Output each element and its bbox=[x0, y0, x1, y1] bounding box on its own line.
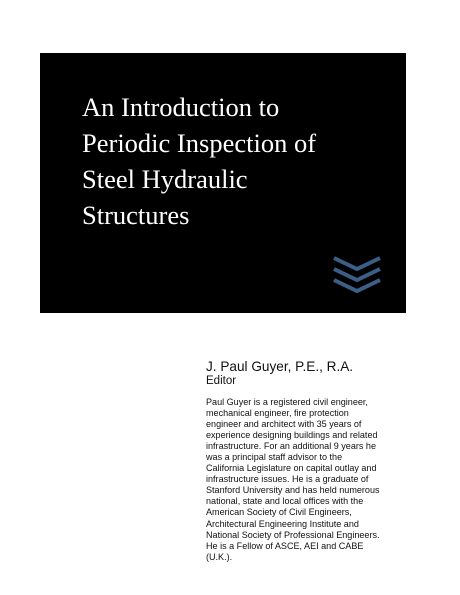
bio-line: national, state and local offices with the bbox=[206, 496, 364, 507]
title-line: An Introduction to bbox=[82, 92, 280, 122]
title-line: Steel Hydraulic bbox=[82, 164, 248, 194]
bio-line: mechanical engineer, fire protection bbox=[206, 408, 349, 419]
title-line: Structures bbox=[82, 200, 190, 230]
author-name: J. Paul Guyer, P.E., R.A. bbox=[206, 359, 354, 374]
bio-line: was a principal staff advisor to the bbox=[206, 452, 343, 463]
bio-line: He is a Fellow of ASCE, AEI and CABE bbox=[206, 540, 364, 551]
triple-chevron-down-icon bbox=[331, 256, 383, 294]
book-title bbox=[82, 89, 402, 233]
title-block bbox=[40, 53, 406, 313]
bio-line: engineer and architect with 35 years of bbox=[206, 419, 362, 430]
bio-line: experience designing buildings and related bbox=[206, 430, 378, 441]
bio-line: infrastructure issues. He is a graduate of bbox=[206, 474, 369, 485]
bio-line: National Society of Professional Engineers. bbox=[206, 529, 380, 540]
author-bio bbox=[206, 397, 396, 563]
bio-line: California Legislature on capital outlay and bbox=[206, 463, 377, 474]
bio-line: infrastructure. For an additional 9 years he bbox=[206, 441, 376, 452]
bio-line: Architectural Engineering Institute and bbox=[206, 518, 359, 529]
author-role: Editor bbox=[206, 375, 237, 387]
bio-line: Paul Guyer is a registered civil engineer, bbox=[206, 397, 368, 407]
title-line: Periodic Inspection of bbox=[82, 128, 317, 158]
bio-line: American Society of Civil Engineers, bbox=[206, 507, 352, 518]
bio-line: Stanford University and has held numerous bbox=[206, 485, 380, 496]
bio-line: (U.K.). bbox=[206, 551, 233, 562]
